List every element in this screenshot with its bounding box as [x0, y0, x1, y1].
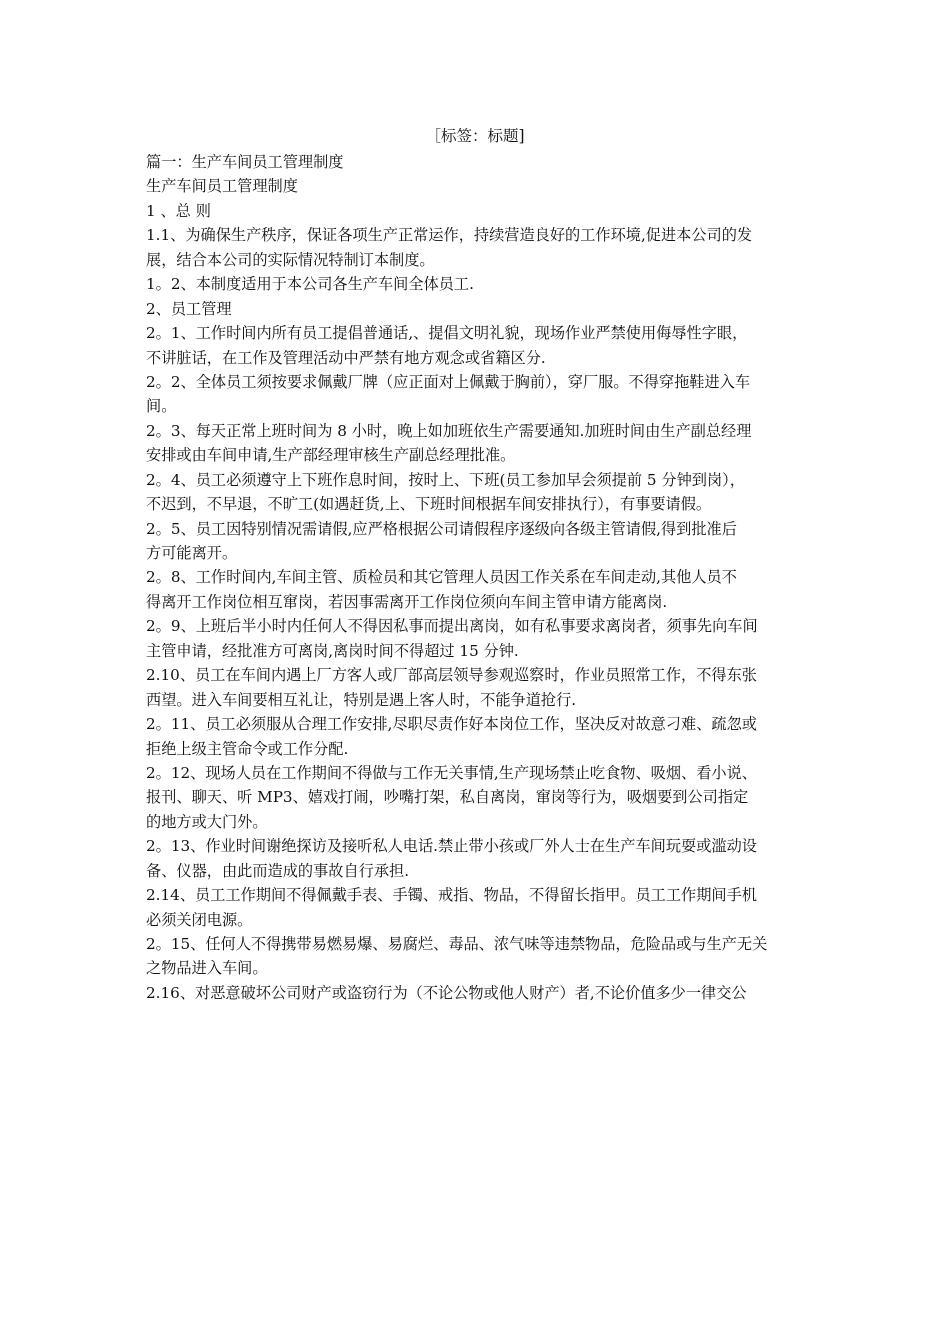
document-line: 1.1、为确保生产秩序，保证各项生产正常运作，持续营造良好的工作环境,促进本公司的发: [146, 226, 753, 245]
document-line: 展，结合本公司的实际情况特制订本制度。: [146, 250, 435, 269]
document-line: 西望。进入车间要相互礼让，特别是遇上客人时，不能争道抢行.: [146, 690, 577, 709]
document-line: 2.10、员工在车间内遇上厂方客人或厂部高层领导参观巡察时，作业员照常工作，不得东张: [146, 666, 757, 685]
document-line: 2。5、员工因特别情况需请假,应严格根据公司请假程序逐级向各级主管请假,得到批准后: [146, 519, 737, 538]
document-line: 2。15、任何人不得携带易燃易爆、易腐烂、毒品、浓气味等违禁物品，危险品或与生产无关: [146, 935, 768, 953]
document-line: 1。2、本制度适用于本公司各生产车间全体员工.: [146, 275, 474, 294]
document-line: 2。1、工作时间内所有员工提倡普通话,、提倡文明礼貌，现场作业严禁使用侮辱性字眼，: [146, 324, 748, 343]
document-line: 生产车间员工管理制度: [146, 177, 298, 196]
document-line: 篇一：生产车间员工管理制度: [146, 153, 344, 171]
document-line: 2.14、员工工作期间不得佩戴手表、手镯、戒指、物品，不得留长指甲。员工工作期间手机: [146, 886, 757, 905]
document-line: 2.16、对恶意破坏公司财产或盗窃行为（不论公物或他人财产）者,不论价值多少一律交公: [146, 983, 747, 1002]
document-line: 必须关闭电源。: [146, 910, 253, 929]
document-line: 之物品进入车间。: [146, 959, 268, 978]
document-body: [146, 150, 826, 1005]
document-line: 安排或由车间申请,生产部经理审核生产副总经理批准。: [146, 446, 516, 465]
document-line: 得离开工作岗位相互窜岗，若因事需离开工作岗位须向车间主管申请方能离岗.: [146, 592, 668, 611]
document-line: 2。12、现场人员在工作期间不得做与工作无关事情,生产现场禁止吃食物、吸烟、看小说、: [146, 763, 757, 782]
document-line: 2。4、员工必须遵守上下班作息时间，按时上、下班(员工参加早会须提前 5 分钟到岗），: [146, 470, 745, 489]
document-line: 备、仪器，由此而造成的事故自行承担.: [146, 861, 410, 880]
document-line: 主管申请，经批准方可离岗,离岗时间不得超过 15 分钟.: [146, 641, 519, 660]
document-line: 方可能离开。: [146, 544, 238, 562]
document-line: 2。3、每天正常上班时间为 8 小时，晚上如加班依生产需要通知.加班时间由生产副总经理: [146, 421, 752, 440]
document-line: 不讲脏话，在工作及管理活动中严禁有地方观念或省籍区分.: [146, 348, 546, 367]
document-line: 2。9、上班后半小时内任何人不得因私事而提出离岗，如有私事要求离岗者，须事先向车间: [146, 617, 758, 636]
document-line: 间。: [146, 397, 177, 416]
document-line: 2。11、员工必须服从合理工作安排,尽职尽责作好本岗位工作，坚决反对故意刁难、疏忽或: [146, 715, 757, 734]
document-line: 2、员工管理: [146, 299, 232, 318]
document-line: 2。13、作业时间谢绝探访及接听私人电话.禁止带小孩或厂外人士在生产车间玩耍或滥动设: [146, 837, 757, 856]
document-line: 1 、总 则: [146, 201, 211, 220]
document-line: 2。8、工作时间内,车间主管、质检员和其它管理人员因工作关系在车间走动,其他人员不: [146, 568, 737, 587]
document-line: 拒绝上级主管命令或工作分配.: [146, 739, 349, 758]
document-line: 2。2、全体员工须按要求佩戴厂牌（应正面对上佩戴于胸前），穿厂服。不得穿拖鞋进入车: [146, 372, 751, 391]
document-title: ［标签：标题]: [425, 127, 525, 145]
document-line: 报刊、聊天、听 MP3、嬉戏打闹，吵嘴打架，私自离岗，窜岗等行为，吸烟要到公司指定: [146, 788, 749, 807]
document-line: 的地方或大门外。: [146, 812, 268, 831]
document-line: 不迟到，不早退，不旷工(如遇赶货,上、下班时间根据车间安排执行），有事要请假。: [146, 495, 712, 514]
